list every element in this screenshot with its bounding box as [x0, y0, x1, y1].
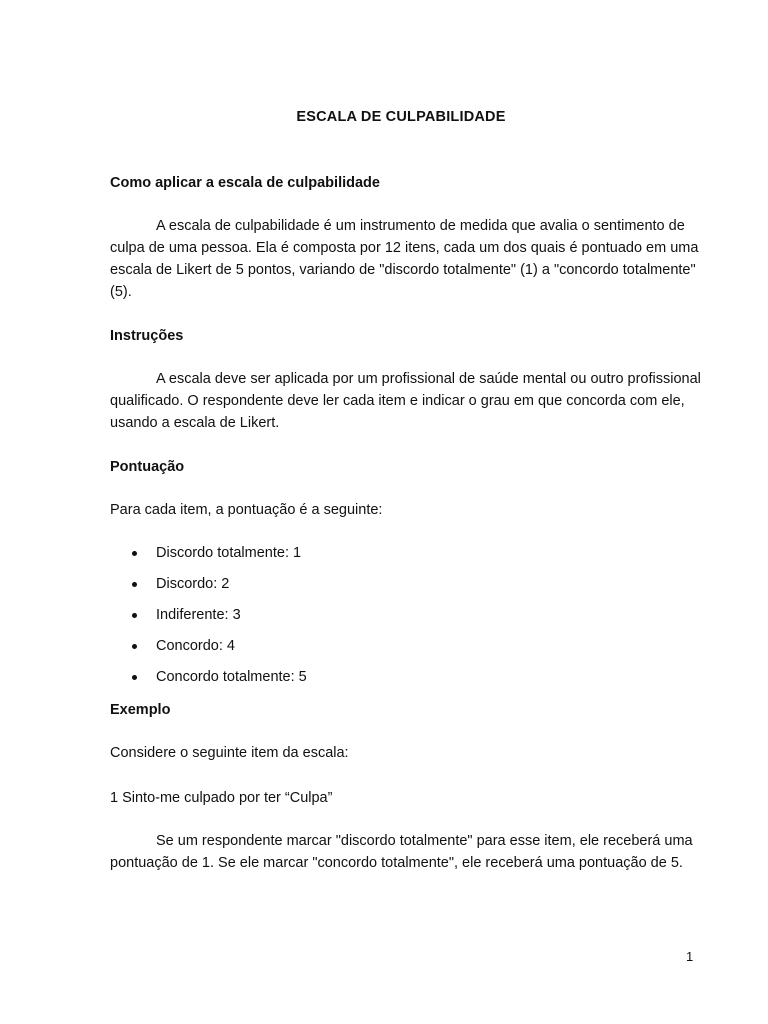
scoring-list — [110, 542, 307, 697]
how-to-apply-text: A escala de culpabilidade é um instrumento de medida que avalia o sentimento de culpa de uma pessoa. Ela é composta por 12 itens, cada um dos quais é pontuado em uma escala de Likert de 5 pontos, variando de "discordo totalmente" (1) a "concordo totalmente" (5). — [110, 218, 699, 300]
list-item — [110, 573, 307, 604]
list-item-text: Concordo: 4 — [156, 638, 235, 654]
bullet-icon — [132, 675, 137, 680]
example-paragraph — [110, 830, 710, 874]
how-to-apply-paragraph — [110, 215, 710, 303]
section-heading-example: Exemplo — [110, 702, 171, 718]
section-heading-how-to-apply: Como aplicar a escala de culpabilidade — [110, 175, 380, 191]
bullet-icon — [132, 644, 137, 649]
instructions-text: A escala deve ser aplicada por um profissional de saúde mental ou outro profissional qualificado. O respondente deve ler cada item e indicar o grau em que concorda com ele, usando a escala de Likert. — [110, 371, 701, 431]
list-item — [110, 604, 307, 635]
bullet-icon — [132, 613, 137, 618]
list-item-text: Concordo totalmente: 5 — [156, 669, 307, 685]
list-item — [110, 635, 307, 666]
example-text: Se um respondente marcar "discordo totalmente" para esse item, ele receberá uma pontuação de 1. Se ele marcar "concordo totalmente", ele receberá uma pontuação de 5. — [110, 833, 693, 871]
document-title: ESCALA DE CULPABILIDADE — [296, 109, 506, 125]
example-intro: Considere o seguinte item da escala: — [110, 745, 349, 761]
list-item — [110, 666, 307, 697]
scoring-intro: Para cada item, a pontuação é a seguinte: — [110, 502, 383, 518]
section-heading-scoring: Pontuação — [110, 459, 185, 475]
page-number: 1 — [686, 949, 694, 964]
list-item-text: Discordo totalmente: 1 — [156, 545, 302, 561]
bullet-icon — [132, 582, 137, 587]
example-item: 1 Sinto-me culpado por ter “Culpa” — [110, 790, 333, 806]
list-item-text: Indiferente: 3 — [156, 607, 241, 623]
list-item — [110, 542, 307, 573]
instructions-paragraph — [110, 368, 710, 434]
list-item-text: Discordo: 2 — [156, 576, 230, 592]
section-heading-instructions: Instruções — [110, 328, 184, 344]
bullet-icon — [132, 551, 137, 556]
